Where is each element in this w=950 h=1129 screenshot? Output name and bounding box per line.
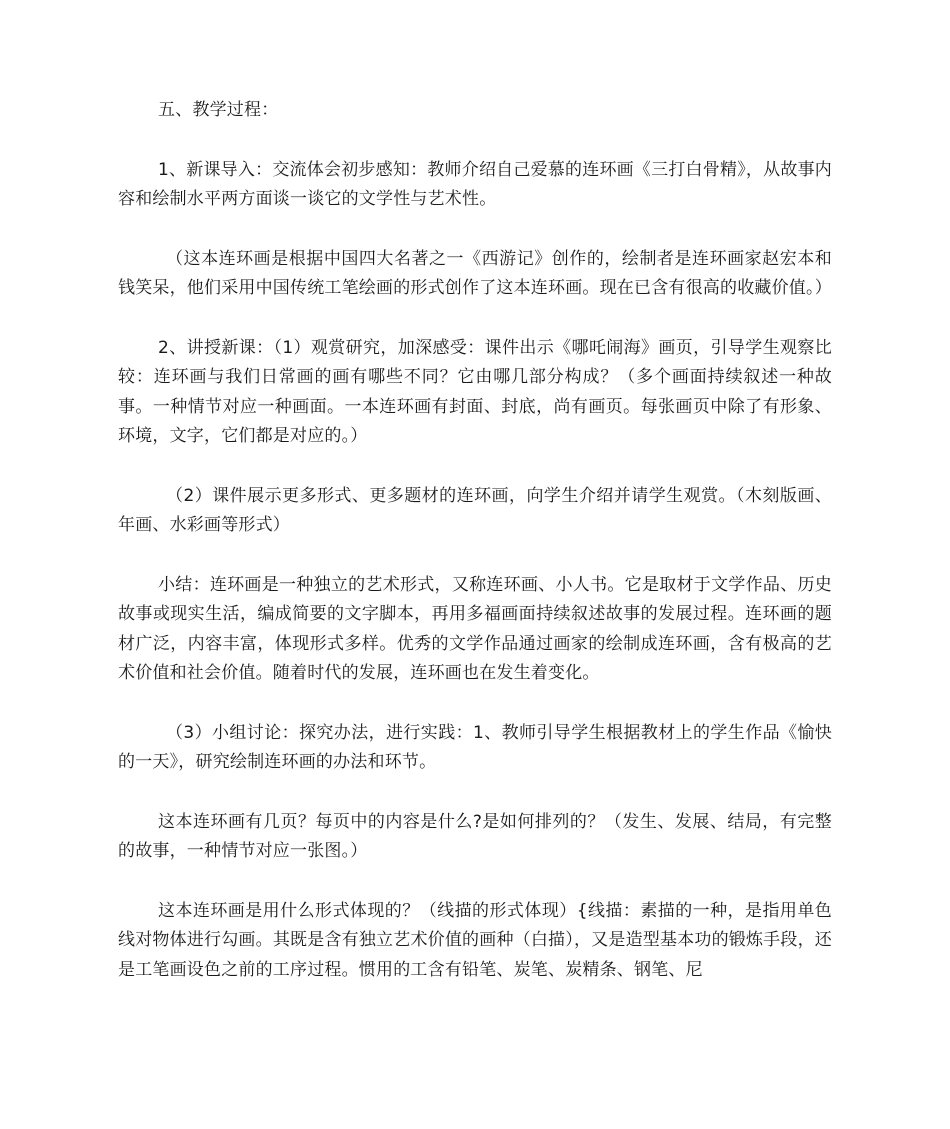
document-body (118, 96, 832, 1015)
paragraph-pages-question: 这本连环画有几页？每页中的内容是什么?是如何排列的？（发生、发展、结局，有完整的故事，一种情节对应一张图。） (118, 811, 832, 861)
paragraph-group-discussion: （3）小组讨论：探究办法，进行实践：1、教师引导学生根据教材上的学生作品《愉快的一天》，研究绘制连环画的办法和环节。 (118, 722, 832, 772)
paragraph-line-drawing: 这本连环画是用什么形式体现的？（线描的形式体现）{线描：素描的一种，是指用单色线对物体进行勾画。其既是含有独立艺术价值的画种（白描），又是造型基本功的锻炼手段，还是工笔画设色之前的工序过程。惯用的工含有铅笔、炭笔、炭精条、钢笔、尼 (118, 900, 832, 980)
paragraph-new-lesson-intro: 1、新课导入：交流体会初步感知：教师介绍自己爱慕的连环画《三打白骨精》，从故事内容和绘制水平两方面谈一谈它的文学性与艺术性。 (118, 159, 832, 209)
section-heading: 五、教学过程： (158, 100, 279, 120)
paragraph-more-forms: （2）课件展示更多形式、更多题材的连环画，向学生介绍并请学生观赏。（木刻版画、年画、水彩画等形式） (118, 485, 832, 535)
paragraph-background-note: （这本连环画是根据中国四大名著之一《西游记》创作的，绘制者是连环画家赵宏本和钱笑呆，他们采用中国传统工笔绘画的形式创作了这本连环画。现在已含有很高的收藏价值。） (118, 248, 832, 298)
paragraph-summary: 小结：连环画是一种独立的艺术形式，又称连环画、小人书。它是取材于文学作品、历史故事或现实生活，编成简要的文字脚本，再用多福画面持续叙述故事的发展过程。连环画的题材广泛，内容丰富，体现形式多样。优秀的文学作品通过画家的绘制成连环画，含有极高的艺术价值和社会价值。随着时代的发展，连环画也在发生着变化。 (118, 574, 832, 683)
paragraph-teaching-new-lesson: 2、讲授新课：（1）观赏研究，加深感受：课件出示《哪吒闹海》画页，引导学生观察比较：连环画与我们日常画的画有哪些不同？它由哪几部分构成？（多个画面持续叙述一种故事。一种情节对应一种画面。一本连环画有封面、封底，尚有画页。每张画页中除了有形象、环境，文字，它们都是对应的。） (118, 337, 832, 446)
